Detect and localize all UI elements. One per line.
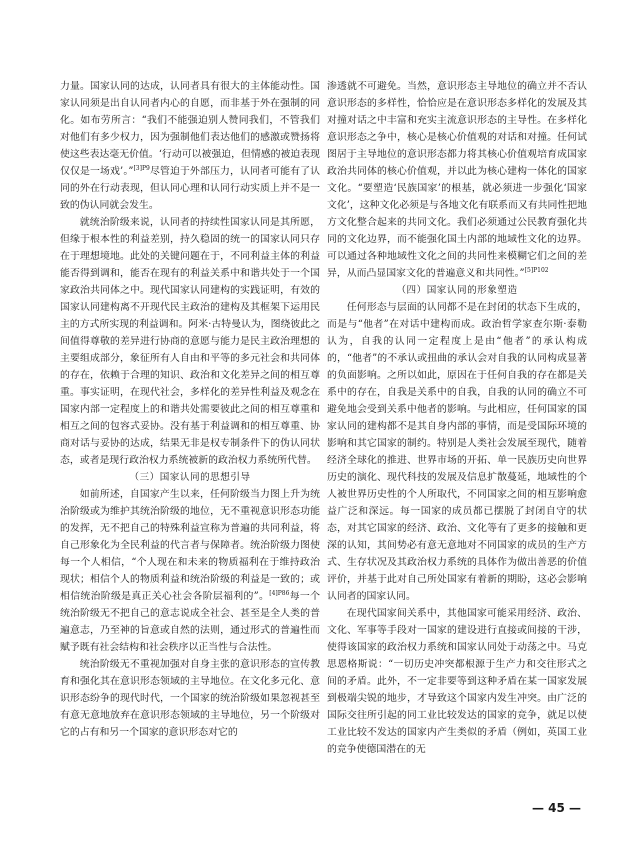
paragraph: 任何形态与层面的认同都不是在封闭的状态下生成的，而是与“他者”在对话中建构而成。政治哲学家查尔斯·泰勒认为，自我的认同一定程度上是由“他者”的承认构成的，“他者”的不承认或扭曲的承认会对自我的认同构成显著的负面影响。之所以如此，原因在于任何自我的存在都是关系中的存在，自我是关系中的自我，自我的认同的确立不可避免地会受到关系中他者的影响。与此相应，任何国家的国家认同的建构都不是其自身内部的事情，而是受国际环境的影响和其它国家的制约。特别是人类社会发展至现代，随着经济全球化的推进、世界市场的开拓、单一民族历史向世界历史的演化、现代科技的发展及信息扩散蔓延，地域性的个人被世界历史性的个人所取代，不同国家之间的相互影响愈益广泛和深远。每一国家的成员都已摆脱了封闭自守的状态，对其它国家的经济、政治、文化等有了更多的接触和更深的认知，其间势必有意无意地对不同国家的成员的生产方式、生存状况及其政治权力系统的具体作为做出善恶的价值评价，并基于此对自己所处国家有着新的期盼，这必会影响认同者的国家认同。 <box>327 302 587 602</box>
paragraph: 就统治阶级来说，认同者的持续性国家认同是其所愿，但缘于根本性的利益差别，持久稳固的统一的国家认同只存在于理想境地。此处的关键问题在于，不同利益主体的利益能否得到调和，能否在现有的利益关系中和谐共处于一个国家政治共同体之中。现代国家认同建构的实践证明，有效的国家认同建构离不开现代民主政治的建构及其框架下运用民主的方式所实现的利益调和。阿米·古特曼认为，图绕彼此之间值得尊敬的差异进行协商的意愿与能力是民主政治理想的主要组成部分，象征所有人自由和平等的多元社会和共同体的存在，依赖于合理的知识、政治和文化差异之间的相互尊重。事实证明，在现代社会，多样化的差异性利益及观念在国家内部一定程度上的和谐共处需要彼此之间的相互尊重和相互之间的包容式妥协。没有基于利益调和的相互尊重、协商对话与妥协的达成，结果无非是权专制条件下的伪认同状态，或者是现行政治权力系统被新的政治权力系统所代替。 <box>60 217 320 466</box>
right-column <box>327 78 587 758</box>
paragraph: 在现代国家间关系中，其他国家可能采用经济、政治、文化、军事等手段对一国家的建设进行直接或间接的干涉，使得该国家的政治权力系统和国家认同处于动荡之中。马克思恩格斯说：“一切历史冲突都根源于生产力和交往形式之间的矛盾。此外，不一定非要等到这种矛盾在某一国家发展到极端尖锐的地步，才导致这个国家内发生冲突。由广泛的国际交往所引起的同工业比较发达的国家的竞争，就足以使工业比较不发达的国家内产生类似的矛盾（例如，英国工业的竞争使德国潜在的无 <box>327 608 587 755</box>
citation-ref: [3]P9 <box>133 165 150 172</box>
paragraph: 如前所述，自国家产生以来，任何阶级当力图上升为统治阶级或为维护其统治阶级的地位，无不重视意识形态功能的发挥，无不把自己的特殊利益宣称为普遍的共同利益，将自己形象化为全民利益的代言者与保障者。统治阶级力图使每一个人相信，“个人现在和未来的物质福利在于维持政治现状；相信个人的物质利益和统治阶级的利益是一致的；或相信统治阶级是真正关心社会各阶层福利的”。$^{[4]P86}$每一个统治阶级无不把自己的意志说成全社会、甚至是全人类的普遍意志，乃至神的旨意或自然的法则，通过形式的普遍性而赋予既有社会结构和社会秩序以正当性与合法性。 <box>60 489 320 653</box>
page-number: — 45 — <box>532 801 582 815</box>
paragraph: 力量。国家认同的达成，认同者具有很大的主体能动性。国家认同须是出自认同者内心的自愿，而非基于外在强制的同化。如布劳所言：“我们不能强迫别人赞同我们，不管我们对他们有多少权力，因为强制他们表达他们的感激或赞扬将使这些表达毫无价值。‘行动可以被强迫，但情感的被迫表现仅仅是一场戏’。”$^{[3]P9}$尽管迫于外部压力，认同者可能有了认同的外在行动表现，但认同心理和认同行动实质上并不是一致的伪认同就会发生。 <box>60 81 320 211</box>
section-heading: （三）国家认同的思想引导 <box>129 472 251 483</box>
left-column <box>60 78 320 741</box>
citation-ref: [5]P102 <box>524 267 549 274</box>
paragraph: 统治阶级无不重视加强对自身主张的意识形态的宣传教育和强化其在意识形态领域的主导地位。在文化多元化、意识形态纷争的现代时代，一个国家的统治阶级如果忽视甚至有意无意地放弃在意识形态领域的主导地位，另一个阶级对它的占有和另一个国家的意识形态对它的 <box>60 659 320 738</box>
citation-ref: [4]P86 <box>269 590 290 597</box>
paragraph: 渗透就不可避免。当然，意识形态主导地位的确立并不否认意识形态的多样性，恰恰应是在意识形态多样化的发展及其对撞对话之中丰富和充实主流意识形态的主导性。在多样化意识形态之争中，核心是核心价值观的对话和对撞。任何试图居于主导地位的意识形态都力将其核心价值观培育成国家政治共同体的核心价值观，并以此为核心建构一体化的国家文化。“要塑造‘民族国家’的根基，就必须进一步强化‘国家文化’，这种文化必须是与各地文化有联系而又有共同性把地方文化整合起来的共同文化。我们必须通过公民教育强化共同的文化边界，而不能强化国土内部的地域性文化的边界。可以通过各种地域性文化之间的共同性来模糊它们之间的差异，从而凸显国家文化的普遍意义和共同性。”$^{[5]P102}$ <box>327 81 587 279</box>
section-heading: （四）国家认同的形象塑造 <box>396 285 518 296</box>
